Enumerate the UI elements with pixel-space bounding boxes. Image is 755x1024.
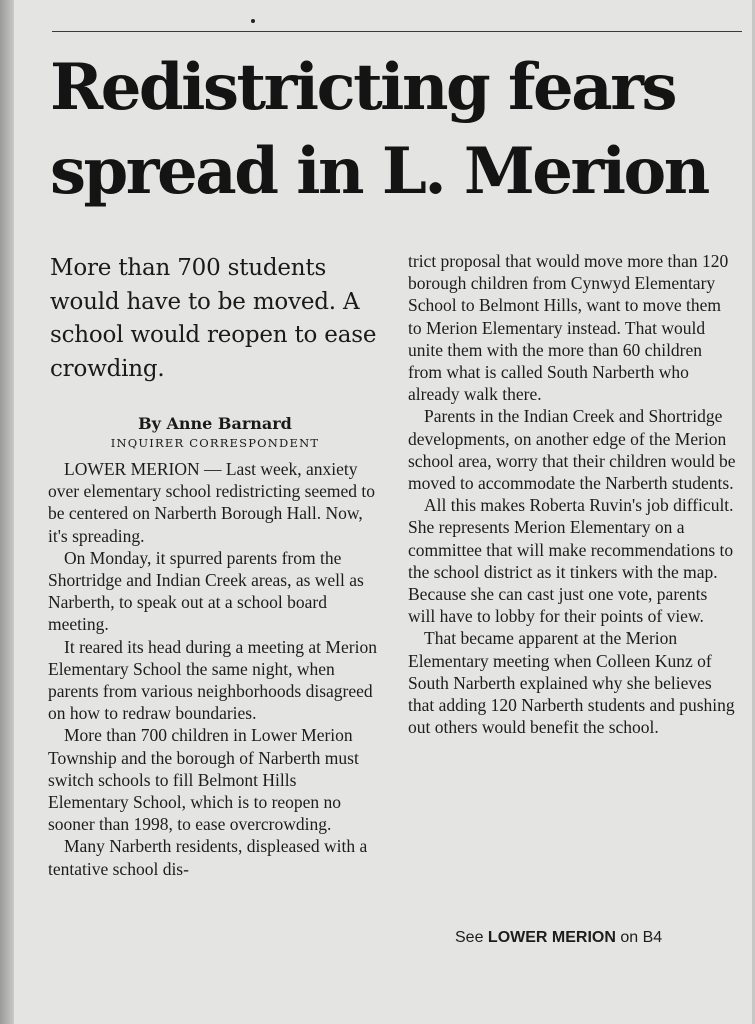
byline-credit: INQUIRER CORRESPONDENT — [110, 436, 320, 450]
subheadline: More than 700 students would have to be moved. A school would reopen to ease crowding. — [50, 255, 377, 382]
jump-page: on B4 — [620, 929, 663, 946]
jump-target: LOWER MERION — [487, 929, 616, 946]
paragraph: All this makes Roberta Ruvin's job difficult. She represents Merion Elementary on a committee that will make recommendations to the school district as it tinkers with the map. Because she can cast just one vote, parents will have to lobby for their points of view. — [408, 495, 734, 627]
paragraph: On Monday, it spurred parents from the Shortridge and Indian Creek areas, as well as Narberth, to speak out at a school board meeting. — [48, 547, 364, 635]
top-rule — [52, 31, 742, 32]
headline-line-1: Redistricting fears — [50, 50, 675, 125]
headline-line-2: spread in L. Merion — [50, 134, 708, 209]
continuation-line — [455, 929, 662, 947]
paragraph: It reared its head during a meeting at Merion Elementary School the same night, when parents from various neighborhoods disagreed on how to redraw boundaries. — [48, 636, 377, 724]
paragraph: trict proposal that would move more than 120 borough children from Cynwyd Elementary School to Belmont Hills, want to move them to Merion Elementary instead. That would unite them with the more than 60 children from what is called South Narberth who already walk there. — [408, 251, 729, 405]
headline — [50, 46, 750, 214]
paragraph: Parents in the Indian Creek and Shortridge developments, on another edge of the Merion school area, worry that their children would be moved to accommodate the Narberth students. — [408, 406, 736, 494]
byline: By Anne Barnard — [138, 414, 292, 433]
article-column-left — [48, 458, 380, 880]
jump-see: See — [455, 929, 484, 946]
article-column-right — [408, 250, 738, 738]
page-edge-shadow — [0, 0, 14, 1024]
paragraph: LOWER MERION — Last week, anxiety over elementary school redistricting seemed to be centered on Narberth Borough Hall. Now, it's spreading. — [48, 459, 376, 546]
print-speck — [251, 19, 255, 23]
paragraph: More than 700 children in Lower Merion Township and the borough of Narberth must switch schools to fill Belmont Hills Elementary School, which is to reopen no sooner than 1998, to ease overcrowding. — [48, 725, 359, 835]
paragraph: That became apparent at the Merion Elementary meeting when Colleen Kunz of South Narberth explained why she believes that adding 120 Narberth students and pushing out others would benefit the school. — [408, 628, 735, 738]
paragraph: Many Narberth residents, displeased with a tentative school dis- — [48, 836, 368, 879]
